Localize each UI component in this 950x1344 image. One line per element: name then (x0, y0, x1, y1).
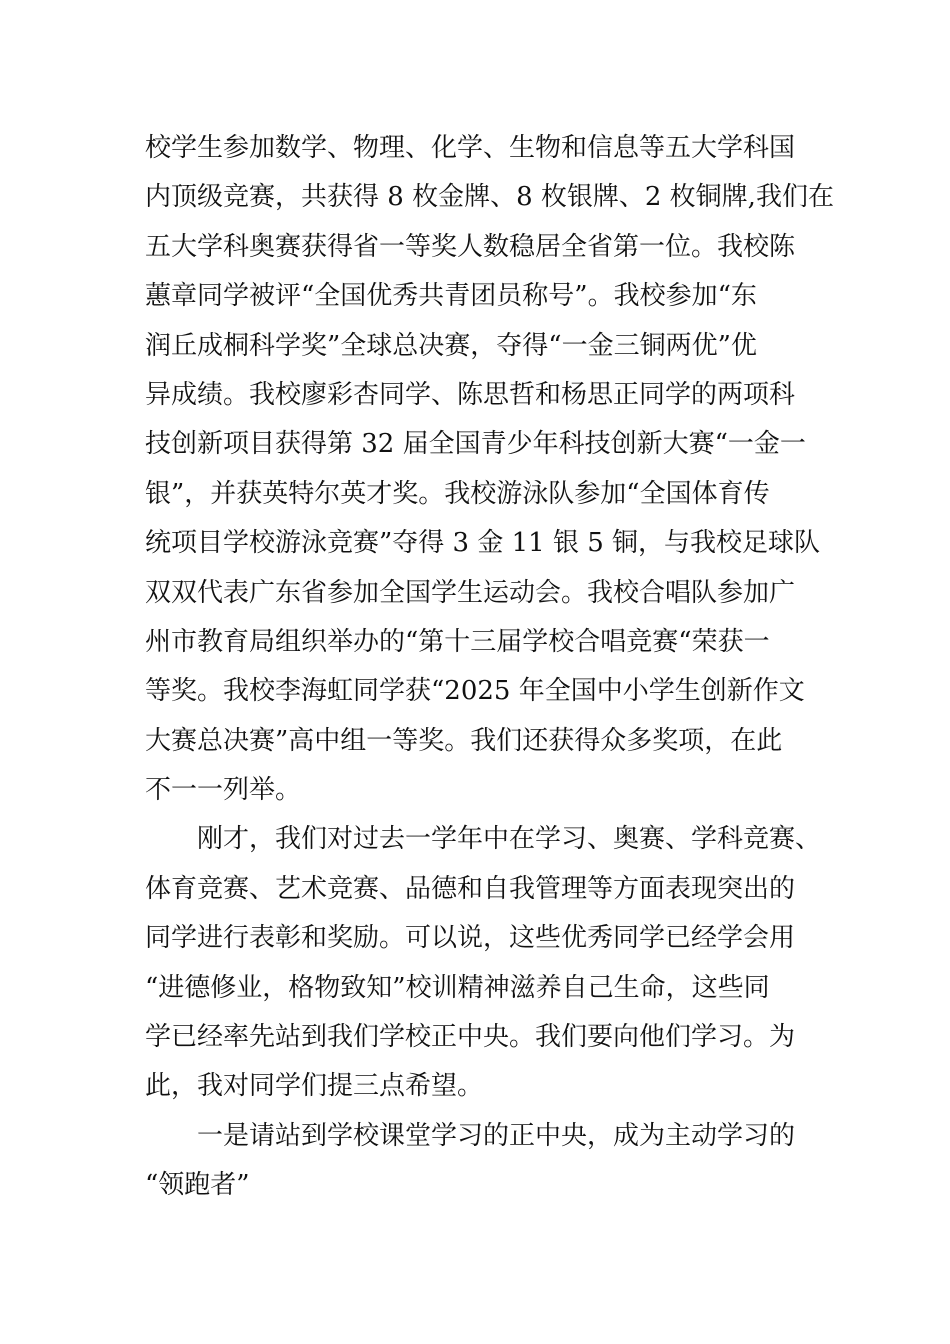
text-line: 五大学科奥赛获得省一等奖人数稳居全省第一位。我校陈 (145, 231, 796, 262)
text-line: “领跑者” (145, 1170, 250, 1201)
document-body (145, 124, 834, 1211)
text-line: 等奖。我校李海虹同学获“2025 年全国中小学生创新作文 (145, 676, 805, 707)
text-line-indented: 刚才，我们对过去一学年中在学习、奥赛、学科竞赛、 (197, 824, 822, 855)
text-line: 大赛总决赛”高中组一等奖。我们还获得众多奖项，在此 (145, 725, 783, 756)
text-line: “进德修业，格物致知”校训精神滋养自己生命，这些同 (145, 972, 770, 1003)
paragraph-achievements (145, 124, 834, 815)
text-line: 异成绩。我校廖彩杏同学、陈思哲和杨思正同学的两项科 (145, 379, 796, 410)
text-line: 不一一列举。 (145, 775, 302, 806)
text-line: 蕙章同学被评“全国优秀共青团员称号”。我校参加“东 (145, 281, 757, 312)
text-line: 银”，并获英特尔英才奖。我校游泳队参加“全国体育传 (145, 478, 770, 509)
text-line: 学已经率先站到我们学校正中央。我们要向他们学习。为 (145, 1022, 796, 1053)
text-line: 州市教育局组织举办的“第十三届学校合唱竞赛“荣获一 (145, 626, 770, 657)
paragraph-first-hope (145, 1112, 815, 1211)
text-line: 技创新项目获得第 32 届全国青少年科技创新大赛“一金一 (145, 429, 806, 460)
text-line: 同学进行表彰和奖励。可以说，这些优秀同学已经学会用 (145, 923, 796, 954)
text-line: 体育竞赛、艺术竞赛、品德和自我管理等方面表现突出的 (145, 873, 796, 904)
text-line: 双双代表广东省参加全国学生运动会。我校合唱队参加广 (145, 577, 796, 608)
text-line: 此，我对同学们提三点希望。 (145, 1071, 484, 1102)
paragraph-commendation (145, 815, 822, 1111)
text-line: 校学生参加数学、物理、化学、生物和信息等五大学科国 (145, 133, 796, 163)
text-line: 内顶级竞赛，共获得 8 枚金牌、8 枚银牌、2 枚铜牌,我们在 (145, 182, 834, 213)
text-line: 润丘成桐科学奖”全球总决赛，夺得“一金三铜两优”优 (145, 330, 757, 361)
text-line: 统项目学校游泳竞赛”夺得 3 金 11 银 5 铜，与我校足球队 (145, 528, 821, 559)
text-line-indented: 一是请站到学校课堂学习的正中央，成为主动学习的 (197, 1120, 796, 1151)
